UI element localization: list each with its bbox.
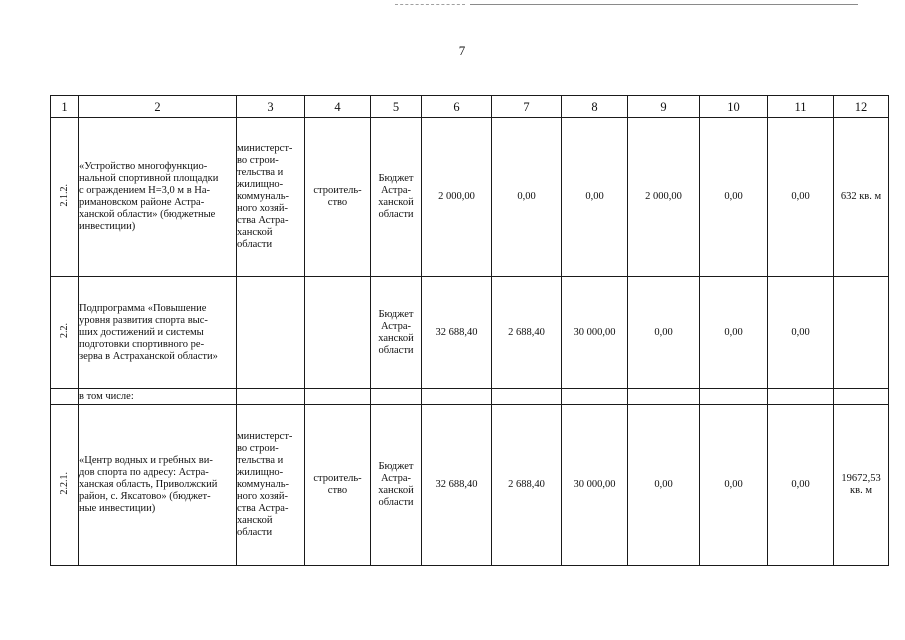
row-executor-cell [237, 277, 305, 389]
row-amount-cell: 32 688,40 [422, 277, 492, 389]
row-amount-cell: 0,00 [768, 277, 834, 389]
page-number: 7 [458, 43, 466, 58]
row-code-cell [51, 405, 79, 566]
table-row [51, 389, 889, 405]
column-number-header: 7 [492, 96, 562, 118]
row-amount-cell: 2 000,00 [628, 118, 700, 277]
row-amount-cell [562, 389, 628, 405]
row-code-cell [51, 389, 79, 405]
row-amount-cell: 0,00 [768, 405, 834, 566]
column-number-header: 11 [768, 96, 834, 118]
row-amount-cell [422, 389, 492, 405]
row-funding-source-cell: Бюджет Астра- ханской области [371, 118, 422, 277]
column-number-header: 6 [422, 96, 492, 118]
row-executor-cell: министерст- во строи- тельства и жилищно- коммуналь- ного хозяй- ства Астра- ханской области [237, 118, 305, 277]
column-number-header: 4 [305, 96, 371, 118]
row-executor-cell: министерст- во строи- тельства и жилищно- коммуналь- ного хозяй- ства Астра- ханской области [237, 405, 305, 566]
column-number-header: 12 [834, 96, 889, 118]
row-code: 2.2.1. [59, 471, 70, 495]
row-work-type-cell [305, 277, 371, 389]
table-row [51, 118, 889, 277]
row-amount-cell [492, 389, 562, 405]
column-number-header: 9 [628, 96, 700, 118]
column-number-header: 5 [371, 96, 422, 118]
row-code: 2.1.2. [59, 183, 70, 207]
row-funding-source-cell [371, 389, 422, 405]
row-amount-cell: 0,00 [700, 277, 768, 389]
row-amount-cell: 0,00 [700, 118, 768, 277]
row-description-cell: «Центр водных и гребных ви- дов спорта по адресу: Астра- ханская область, Приволжский район, с. Яксатово» (бюджет- ные инвестиции) [79, 405, 237, 566]
row-code-cell [51, 277, 79, 389]
row-result-cell: 19672,53 кв. м [834, 405, 889, 566]
program-table [50, 95, 889, 566]
row-amount-cell: 0,00 [562, 118, 628, 277]
row-code-cell [51, 118, 79, 277]
row-amount-cell: 0,00 [628, 405, 700, 566]
column-number-header: 3 [237, 96, 305, 118]
column-number-header: 1 [51, 96, 79, 118]
row-amount-cell [628, 389, 700, 405]
row-result-cell [834, 389, 889, 405]
column-number-header: 8 [562, 96, 628, 118]
row-amount-cell: 0,00 [628, 277, 700, 389]
row-work-type-cell: строитель- ство [305, 405, 371, 566]
scan-edge-line [470, 4, 858, 5]
row-executor-cell [237, 389, 305, 405]
row-description-cell: «Устройство многофункцио- нальной спортивной площадки с ограждением Н=3,0 м в На- римановском районе Астра- ханской области» (бюджетные инвестиции) [79, 118, 237, 277]
row-amount-cell: 2 000,00 [422, 118, 492, 277]
row-amount-cell: 2 688,40 [492, 277, 562, 389]
row-funding-source-cell: Бюджет Астра- ханской области [371, 277, 422, 389]
table-row [51, 405, 889, 566]
row-result-cell: 632 кв. м [834, 118, 889, 277]
row-code: 2.2. [59, 323, 70, 338]
row-amount-cell: 30 000,00 [562, 405, 628, 566]
row-amount-cell [700, 389, 768, 405]
row-description-cell: Подпрограмма «Повышение уровня развития спорта выс- ших достижений и системы подготовки спортивного ре- зерва в Астраханской области» [79, 277, 237, 389]
scan-edge-dash [395, 4, 465, 5]
row-amount-cell: 0,00 [700, 405, 768, 566]
row-amount-cell [768, 389, 834, 405]
column-number-header: 10 [700, 96, 768, 118]
row-amount-cell: 30 000,00 [562, 277, 628, 389]
row-amount-cell: 0,00 [492, 118, 562, 277]
row-work-type-cell: строитель- ство [305, 118, 371, 277]
row-work-type-cell [305, 389, 371, 405]
table-header-row [51, 96, 889, 118]
column-number-header: 2 [79, 96, 237, 118]
row-description-cell: в том числе: [79, 389, 237, 405]
row-funding-source-cell: Бюджет Астра- ханской области [371, 405, 422, 566]
row-result-cell [834, 277, 889, 389]
row-amount-cell: 32 688,40 [422, 405, 492, 566]
table-row [51, 277, 889, 389]
row-amount-cell: 2 688,40 [492, 405, 562, 566]
row-amount-cell: 0,00 [768, 118, 834, 277]
